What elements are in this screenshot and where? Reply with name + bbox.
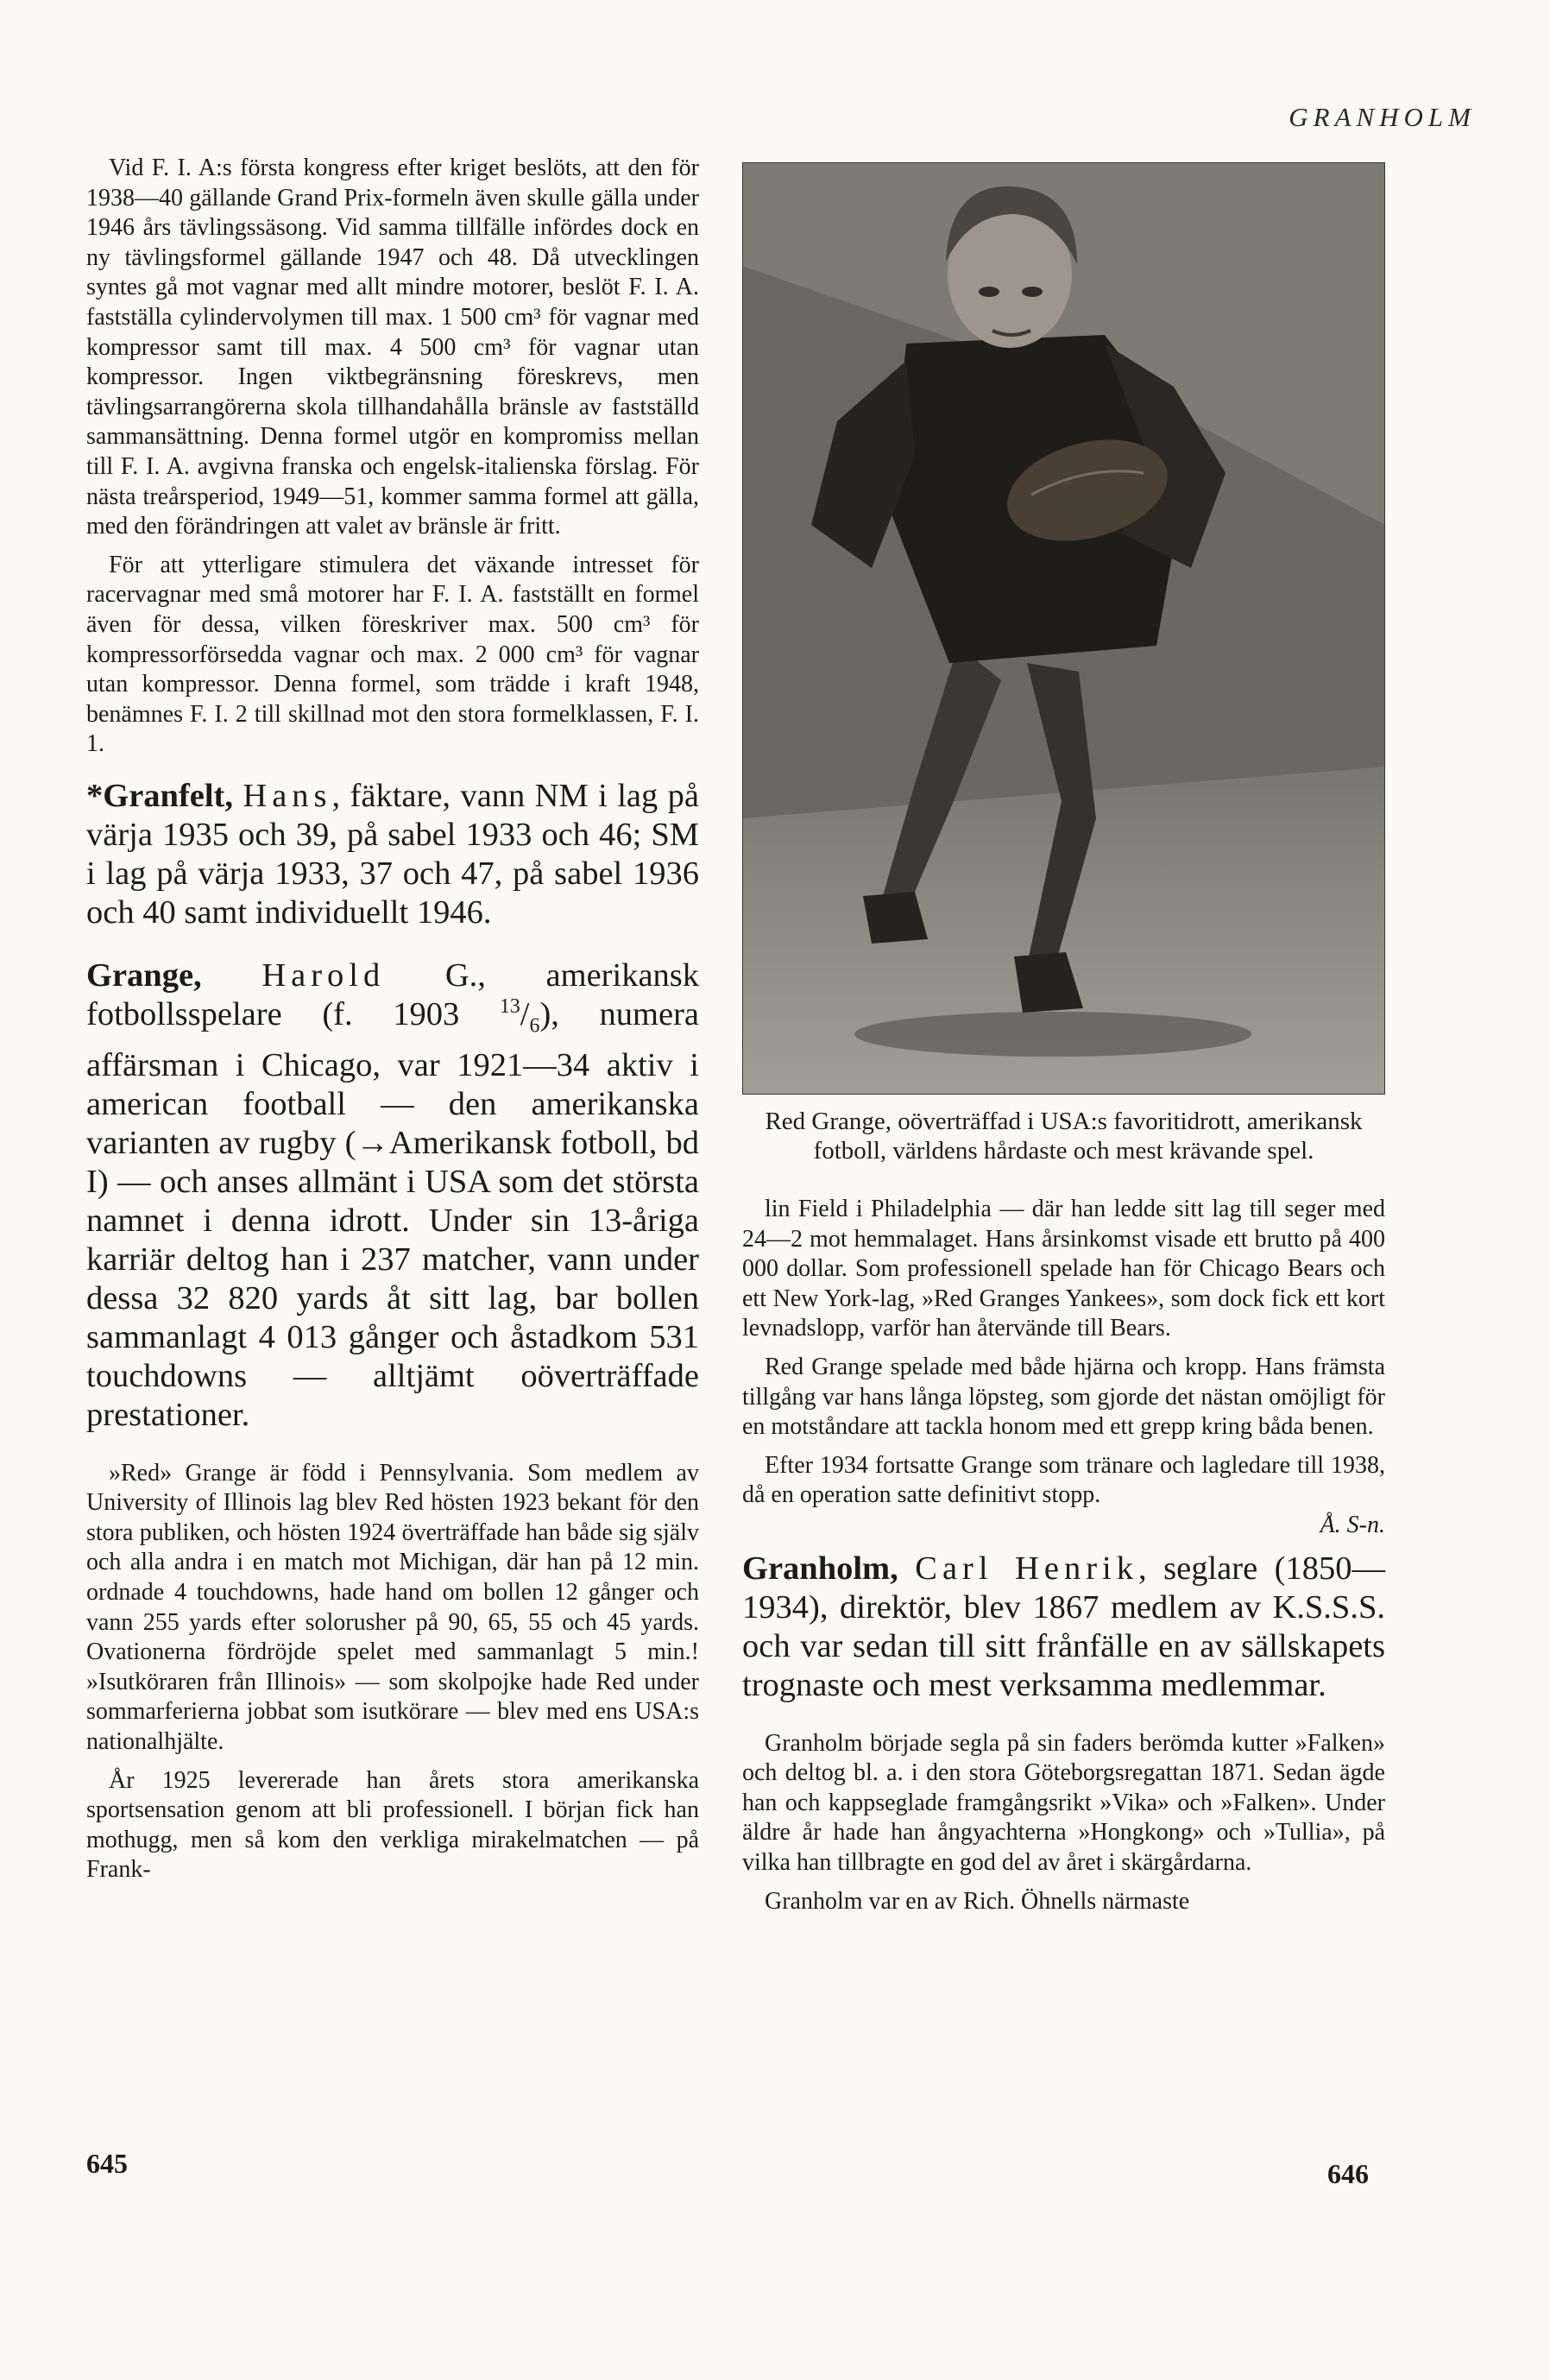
grange-paragraph-3: lin Field i Philadelphia — där han ledde sitt lag till seger med 24—2 mot hemmalaget. Hans årsinkomst visade ett brutto på 400 000 dollar. Som professionell spelade han för Chicago Bears och ett New York-lag, »Red Granges Yankees», som dock fick ett kort levnadslopp, varför han återvände till Bears. [742, 1196, 1385, 1342]
grange-paragraph-5: Efter 1934 fortsatte Grange som tränare och lagledare till 1938, då en operation satte definitivt stopp. [742, 1451, 1385, 1509]
author-signature: Å. S-n. [1320, 1511, 1385, 1538]
headword-granholm: Granholm, [742, 1550, 898, 1587]
forename-granfelt: Hans [243, 777, 332, 814]
headword-granfelt: *Granfelt, [86, 777, 233, 814]
left-column [86, 154, 699, 1894]
grange-paragraph-1: »Red» Grange är född i Pennsylvania. Som medlem av University of Illinois lag blev Red hösten 1923 bekant för den stora publiken, och hösten 1924 överträffade han både sig själv och alla andra i en match mot Michigan, där han på 12 min. ordnade 4 touchdowns, hade hand om bollen 12 gånger och vann 255 yards efter solorusher på 90, 65, 55 och 45 yards. Ovationerna fördröjde spelet med sammanlagt 5 min.! »Isutköraren från Illinois» — som skolpojke hade Red under sommarferierna jobbat som isutkörare — blev med ens USA:s nationalhjälte. [86, 1459, 699, 1755]
entry-granholm [742, 1550, 1385, 1705]
entry-text-grange-b: ), numera affärsman i Chicago, var 1921—34 aktiv i american football — den amerikanska varianten av rugby (→Amerikansk fotboll, bd I) — och anses allmänt i USA som det största namnet i denna idrott. Under sin 13-åriga karriär deltog han i 237 matcher, vann under dessa 32 820 yards åt sitt lag, bar bollen sammanlagt 4 013 gånger och åstadkom 531 touchdowns — alltjämt oöverträffade prestationer. [86, 995, 699, 1433]
grange-paragraph-4: Red Grange spelade med både hjärna och kropp. Hans främsta tillgång var hans långa löpsteg, som gjorde det nästan omöjligt för en motståndare att tackla honom med ett grepp kring båda benen. [742, 1353, 1385, 1441]
photo-caption: Red Grange, oöverträffad i USA:s favoritidrott, amerikansk fotboll, världens hårdaste och mest krävande spel. [765, 1108, 1363, 1165]
forename-granholm: Carl Henrik [915, 1550, 1138, 1587]
entry-grange: Grange, Harold G., amerikansk fotbollsspelare (f. 1903 $^{13}/_6$), numera affärsman i Chicago, var 1921—34 aktiv i american football — den amerikanska varianten av rugby (→Amerikansk fotboll, bd I) — och anses allmänt i USA som det största namnet i denna idrott. Under sin 13-åriga karriär deltog han i 237 matcher, vann under dessa 32 820 yards åt sitt lag, bar bollen sammanlagt 4 013 gånger och åstadkom 531 touchdowns — alltjämt oöverträffade prestationer. [86, 956, 700, 1433]
headword-grange: Grange, [86, 956, 202, 994]
right-column [742, 162, 1385, 1925]
author-signature-row [742, 1511, 1385, 1541]
entry-text-grange-a: G., amerikansk fotbollsspelare (f. 1903 [86, 956, 700, 1032]
granholm-paragraph-1: Granholm började segla på sin faders berömda kutter »Falken» och deltog bl. a. i den stora Göteborgsregattan 1871. Sedan ägde han och kappseglade framgångsrikt »Vika» och »Falken». Under äldre år hade han ångyachterna »Hongkong» och »Tullia», på vilka han tillbragte en god del av året i skärgårdarna. [742, 1729, 1385, 1876]
granholm-paragraph-2: Granholm var en av Rich. Öhnells närmaste [765, 1887, 1190, 1915]
running-head: GRANHOLM [1289, 102, 1476, 132]
entry-granfelt [86, 777, 699, 932]
forename-grange: Harold [261, 956, 386, 994]
formula-paragraph-2: För att ytterligare stimulera det växande intresset för racervagnar med små motorer har F. I. A. fastställt en formel även för dessa, vilken föreskriver max. 500 cm³ för kompressorförsedda vagnar och max. 2 000 cm³ för vagnar utan kompressor. Denna formel, som trädde i kraft 1948, benämnes F. I. 2 till skillnad mot den stora formelklassen, F. I. 1. [86, 551, 699, 758]
formula-paragraph-1: Vid F. I. A:s första kongress efter kriget beslöts, att den för 1938—40 gällande Grand Prix-formeln även skulle gälla under 1946 års tävlingssäsong. Vid samma tillfälle infördes dock en ny tävlingsformel gällande 1947 och 48. Då utvecklingen syntes gå mot vagnar med allt mindre motorer, beslöt F. I. A. fastställa cylindervolymen till max. 1 500 cm³ för vagnar med kompressor samt till max. 4 500 cm³ för vagnar utan kompressor. Ingen viktbegränsning föreskrevs, men tävlingsarrangörerna skola tillhandahålla bränsle av fastställd sammansättning. Denna formel utgör en kompromiss mellan till F. I. A. avgivna franska och engelsk-italienska förslag. För nästa treårsperiod, 1949—51, kommer samma formel att gälla, med den förändringen att valet av bränsle är fritt. [86, 155, 699, 540]
birth-month: 6 [529, 1014, 540, 1038]
entry-text-granfelt: , fäktare, vann NM i lag på värja 1935 och 39, på sabel 1933 och 46; SM i lag på värja 1933, 37 och 47, på sabel 1936 och 40 samt individuellt 1946. [86, 777, 700, 931]
grange-paragraph-2: År 1925 levererade han årets stora amerikanska sportsensation genom att bli professionell. I början fick han mothugg, men så kom den verkliga mirakelmatchen — på Frank- [86, 1766, 699, 1884]
page-number-left: 645 [86, 2148, 128, 2179]
birth-day: 13 [499, 995, 520, 1019]
photo-red-grange [742, 162, 1385, 1095]
entry-text-granholm: , seglare (1850—1934), direktör, blev 1867 medlem av K.S.S.S. och var sedan till sitt frånfälle en av sällskapets trognaste och mest verksamma medlemmar. [742, 1550, 1385, 1703]
page-number-right: 646 [1327, 2158, 1369, 2189]
photo-illustration [742, 162, 1385, 1095]
